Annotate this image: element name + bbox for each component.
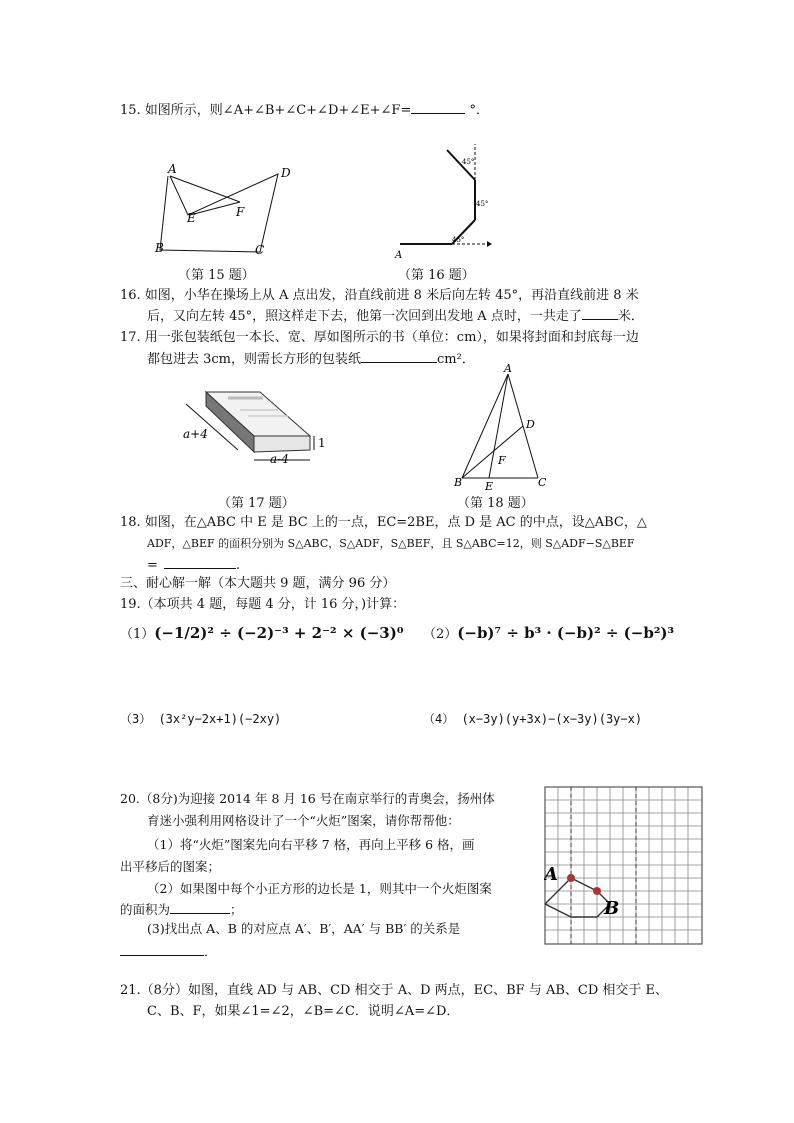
q20-label-b: B	[604, 898, 620, 919]
q18-answer-blank[interactable]	[164, 555, 236, 569]
q20-line5: （2）如果图中每个小正方形的边长是 1，则其中一个火炬图案	[147, 881, 492, 896]
q17-line1: 17. 用一张包装纸包一本长、宽、厚如图所示的书（单位：cm），如果将封面和封底每一边	[120, 330, 639, 345]
q18-label-d: D	[526, 418, 535, 431]
q20-line6: 的面积为 ；	[120, 902, 243, 917]
section-3-heading: 三、耐心解一解（本大题共 9 题，满分 96 分）	[120, 576, 396, 591]
q19-heading: 19.（本项共 4 题，每题 4 分，计 16 分，)计算：	[120, 597, 406, 612]
q18-line2: ADF，△BEF 的面积分别为 S△ABC，S△ADF，S△BEF，且 S△ABC=12，则 S△ADF−S△BEF	[147, 537, 635, 550]
q16-line1: 16. 如图，小华在操场上从 A 点出发，沿直线前进 8 米后向左转 45°，再沿直线前进 8 米	[120, 288, 639, 303]
q18-label-c: C	[538, 476, 547, 489]
q17-answer-blank[interactable]	[361, 349, 437, 363]
q15-figure	[150, 160, 300, 260]
q16-answer-blank[interactable]	[582, 306, 618, 320]
q17-book-figure	[178, 384, 328, 468]
q19-expr-1: (−1/2)² ÷ (−2)⁻³ + 2⁻² × (−3)⁰	[154, 624, 404, 642]
q20-relation-blank[interactable]	[120, 942, 204, 956]
q15-label-a: A	[168, 162, 177, 176]
q16-caption: （第 16 题）	[398, 268, 475, 283]
q16-angle-3: 45°	[462, 158, 475, 166]
q20-line4: 出平移后的图案；	[120, 859, 221, 874]
q20-label-a: A	[544, 864, 558, 885]
q15-caption: （第 15 题）	[178, 268, 255, 283]
q16-line2: 后，又向左转 45°，照这样走下去，他第一次回到出发地 A 点时，一共走了 米．	[147, 306, 644, 326]
q18-line1: 18. 如图，在△ABC 中 E 是 BC 上的一点，EC=2BE，点 D 是 AC 的中点，设△ABC，△	[120, 515, 647, 530]
q15-label-e: E	[187, 211, 196, 225]
q19-part4: （4） (x−3y)(y+3x)−(x−3y)(3y−x)	[423, 712, 643, 726]
q15-question	[120, 100, 489, 120]
q16-figure	[392, 142, 502, 262]
q21-line1: 21.（8分）如图，直线 AD 与 AB、CD 相交于 A、D 两点，EC、BF 与 AB、CD 相交于 E、	[120, 983, 669, 998]
q18-figure	[452, 362, 552, 490]
q15-label-b: B	[155, 241, 164, 255]
q20-grid-figure	[544, 786, 704, 946]
q19-expr-2: (−b)⁷ ÷ b³ · (−b)² ÷ (−b²)³	[457, 624, 675, 642]
q15-answer-blank[interactable]	[411, 100, 465, 114]
q20-line1: 20.（8分)为迎接 2014 年 8 月 16 号在南京举行的青奥会，扬州体	[120, 791, 495, 806]
q18-label-b: B	[454, 476, 463, 489]
q20-line8: ．	[120, 942, 217, 961]
q17-caption: （第 17 题）	[218, 496, 295, 511]
q20-line3: （1）将“火炬”图案先向右平移 7 格，再向上平移 6 格，画	[147, 837, 475, 852]
q15-label-f: F	[236, 205, 245, 219]
q21-line2: C、B、F，如果∠1=∠2，∠B=∠C．说明∠A=∠D．	[147, 1004, 460, 1019]
q18-label-a: A	[504, 362, 512, 375]
q15-text: 15. 如图所示，则∠A+∠B+∠C+∠D+∠E+∠F=	[120, 103, 412, 118]
q15-label-d: D	[281, 166, 291, 180]
q15-label-c: C	[255, 243, 265, 257]
q19-part2: （2）(−b)⁷ ÷ b³ · (−b)² ÷ (−b²)³	[423, 624, 675, 642]
q17-dim-side: a+4	[183, 427, 208, 441]
q19-part3: （3） (3x²y−2x+1)(−2xy)	[120, 712, 282, 726]
q17-dim-bottom: a-4	[270, 452, 289, 466]
q16-angle-1: 45°	[452, 236, 465, 244]
q20-area-blank[interactable]	[170, 900, 230, 914]
q17-line2: 都包进去 3cm，则需长方形的包装纸 cm²．	[147, 349, 475, 369]
q16-label-a: A	[395, 250, 403, 261]
q15-unit: °．	[469, 103, 489, 118]
q18-caption: （第 18 题）	[457, 496, 534, 511]
q18-label-e: E	[485, 480, 494, 490]
q16-angle-2: 45°	[476, 200, 489, 208]
q20-line2: 育迷小强利用网格设计了一个“火炬”图案，请你帮帮他：	[147, 813, 460, 828]
q17-dim-thickness: 1	[318, 436, 326, 450]
q18-line3: = .	[147, 555, 240, 575]
q20-line7: (3)找出点 A、B 的对应点 A′、B′，AA′ 与 BB′ 的关系是	[147, 921, 461, 936]
q19-part1: （1）(−1/2)² ÷ (−2)⁻³ + 2⁻² × (−3)⁰	[120, 624, 404, 642]
q18-label-f: F	[498, 454, 506, 467]
